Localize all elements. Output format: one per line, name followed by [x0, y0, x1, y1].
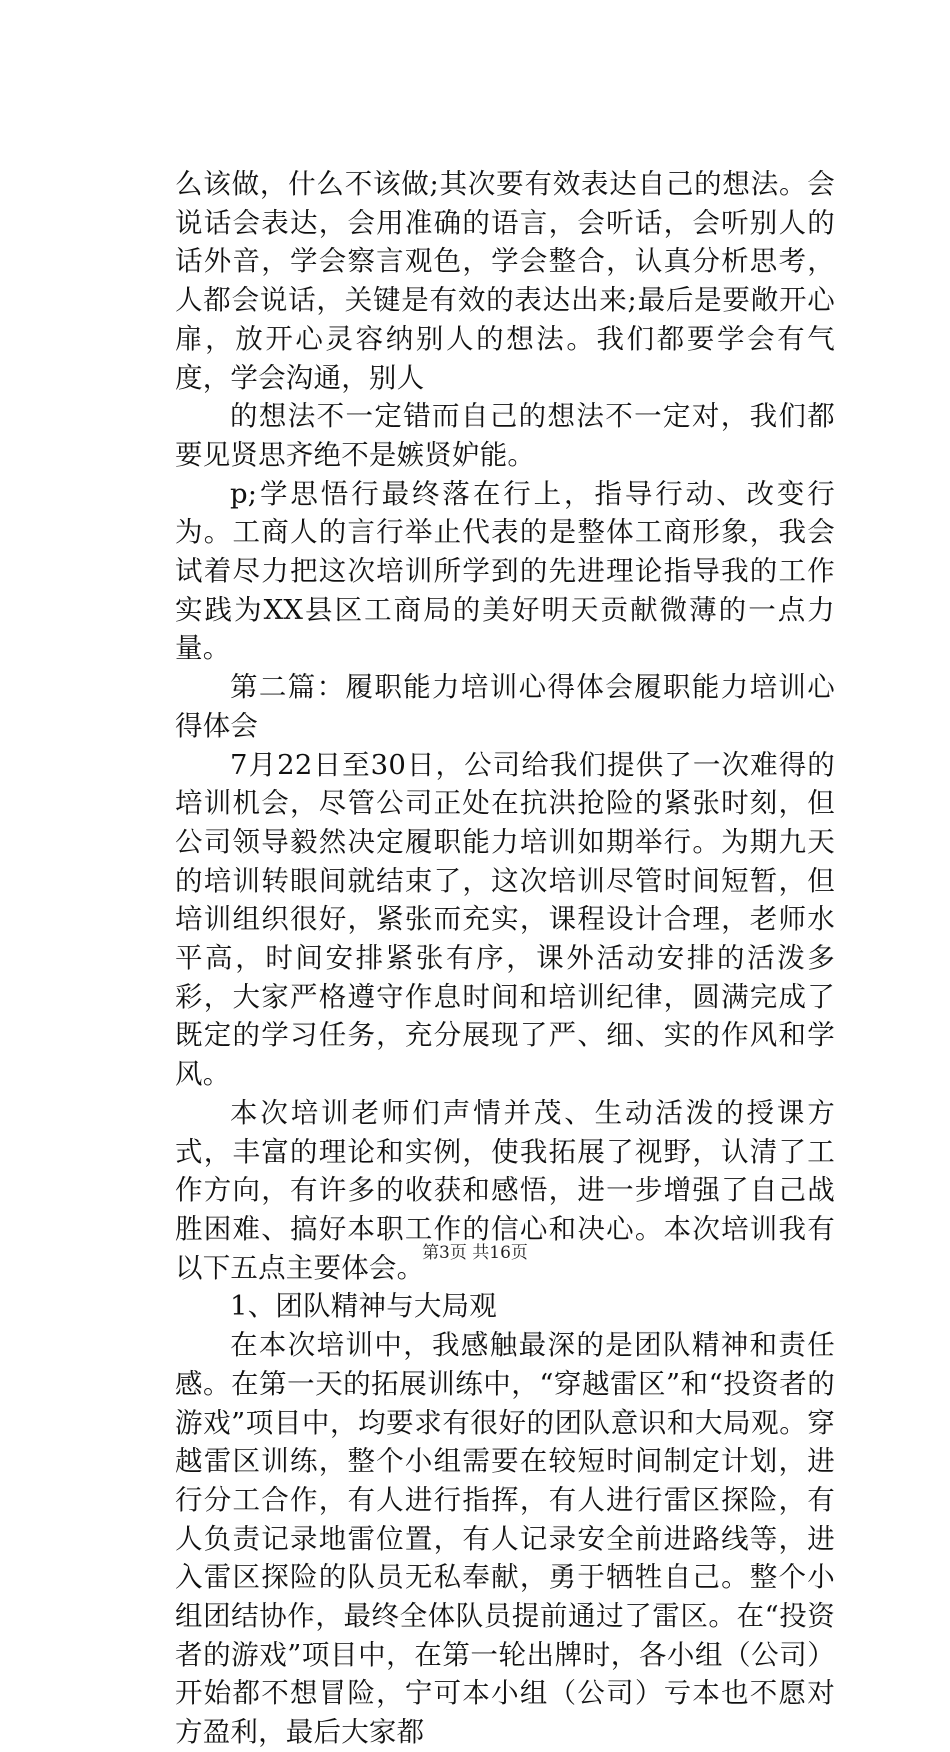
paragraph: 7月22日至30日，公司给我们提供了一次难得的培训机会，尽管公司正处在抗洪抢险的紧张时刻，但公司领导毅然决定履职能力培训如期举行。为期九天的培训转眼间就结束了，这次培训尽管时间短暂，但培训组织很好，紧张而充实，课程设计合理，老师水平高，时间安排紧张有序，课外活动安排的活泼多彩，大家严格遵守作息时间和培训纪律，圆满完成了既定的学习任务，充分展现了严、细、实的作风和学风。	[175, 748, 835, 1091]
page-footer: 第3页 共16页	[422, 1243, 528, 1263]
paragraph: p;学思悟行最终落在行上，指导行动、改变行为。工商人的言行举止代表的是整体工商形象，我会试着尽力把这次培训所学到的先进理论指导我的工作实践为XX县区工商局的美好明天贡献微薄的一点力量。	[175, 477, 835, 665]
paragraph: 的想法不一定错而自己的想法不一定对，我们都要见贤思齐绝不是嫉贤妒能。	[175, 400, 835, 471]
subsection-heading: 1、团队精神与大局观	[230, 1290, 497, 1323]
paragraph-continuation: 么该做，什么不该做;其次要有效表达自己的想法。会说话会表达，会用准确的语言，会听话，会听别人的话外音，学会察言观色，学会整合，认真分析思考，人都会说话，关键是有效的表达出来;最后是要敞开心扉，放开心灵容纳别人的想法。我们都要学会有气度，学会沟通，别人	[175, 168, 835, 394]
paragraph: 在本次培训中，我感触最深的是团队精神和责任感。在第一天的拓展训练中，“穿越雷区”和“投资者的游戏”项目中，均要求有很好的团队意识和大局观。穿越雷区训练，整个小组需要在较短时间制定计划，进行分工合作，有人进行指挥，有人进行雷区探险，有人负责记录地雷位置，有人记录安全前进路线等，进入雷区探险的队员无私奉献，勇于牺牲自己。整个小组团结协作，最终全体队员提前通过了雷区。在“投资者的游戏”项目中，在第一轮出牌时，各小组（公司）开始都不想冒险，宁可本小组（公司）亏本也不愿对方盈利，最后大家都	[175, 1329, 835, 1749]
section-heading: 第二篇：履职能力培训心得体会履职能力培训心得体会	[175, 671, 835, 742]
paragraph: 本次培训老师们声情并茂、生动活泼的授课方式，丰富的理论和实例，使我拓展了视野，认清了工作方向，有许多的收获和感悟，进一步增强了自己战胜困难、搞好本职工作的信心和决心。本次培训我有以下五点主要体会。	[175, 1096, 835, 1284]
document-body	[175, 165, 835, 1752]
